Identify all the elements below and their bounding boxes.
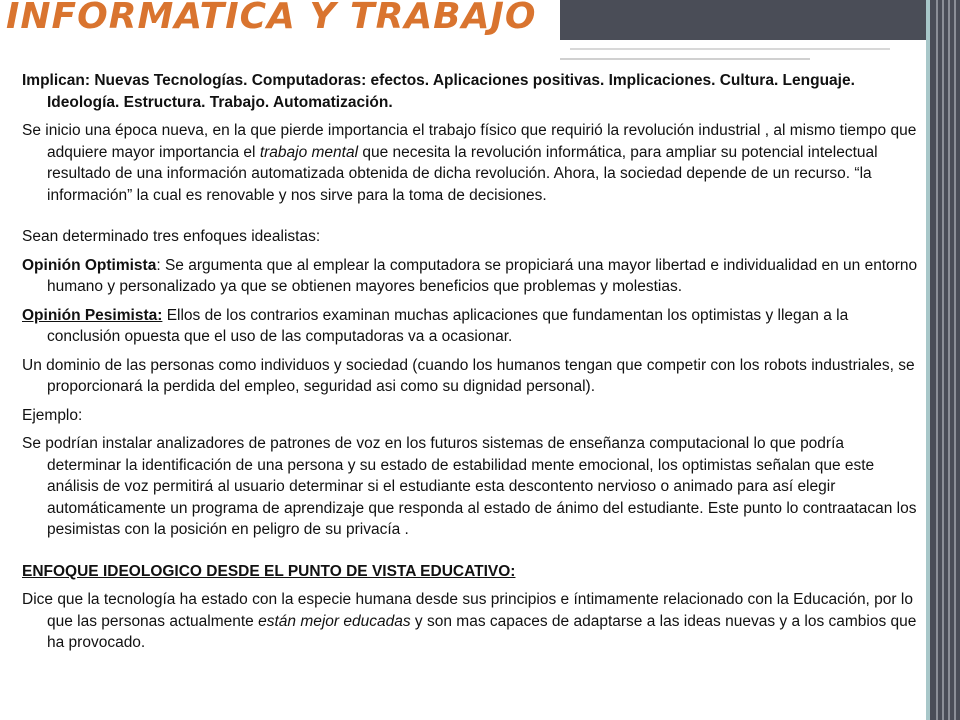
topics-paragraph: Implican: Nuevas Tecnologías. Computadoras: efectos. Aplicaciones positivas. Implicaciones. Cultura. Lenguaje. Ideología. Estructura. Trabajo. Automatización. — [22, 72, 855, 111]
pessimist-heading: Opinión Pesimista: — [22, 306, 163, 324]
emphasis: están mejor educadas — [258, 612, 411, 630]
example-label: Ejemplo: — [22, 406, 83, 424]
example-paragraph: Se podrían instalar analizadores de patrones de voz en los futuros sistemas de enseñanza computacional lo que podría determinar la identificación de una persona y su estado de estabilidad mente emocional, los optimistas señalan que este análisis de voz permitirá al usuario determinar si el estudiante esta descontento nervioso o animado para así elegir automáticamente un programa de aprendizaje que responda al estado de ánimo del estudiante. Este punto lo contraatacan los pesimistas con la posición en peligro de su privacía . — [22, 435, 917, 538]
domination-paragraph: Un dominio de las personas como individuos y sociedad (cuando los humanos tengan que competir con los robots industriales, se proporcionará la perdida del empleo, seguridad asi como su dignidad personal). — [22, 356, 915, 395]
header-rule — [560, 58, 810, 60]
optimist-heading: Opinión Optimista — [22, 256, 157, 274]
approaches-paragraph: Sean determinado tres enfoques idealistas: — [22, 228, 321, 245]
optimist-paragraph: Opinión Optimista: Se argumenta que al emplear la computadora se propiciará una mayor libertad e individualidad en un entorno humano y personalizado ya que se obtienen mayores beneficios que problemas y molestias. — [22, 256, 918, 295]
emphasis: trabajo mental — [259, 143, 359, 161]
header-rule — [570, 48, 890, 50]
side-stripes — [930, 0, 960, 720]
ideological-paragraph: Dice que la tecnología ha estado con la especie humana desde sus principios e íntimamente relacionado con la Educación, por lo que las personas actualmente están mejor educadas y son mas capaces de adaptarse a las ideas nuevas y a los cambios que ha provocado. — [22, 591, 917, 651]
ideological-heading: ENFOQUE IDEOLOGICO DESDE EL PUNTO DE VISTA EDUCATIVO: — [22, 562, 516, 580]
intro-paragraph: Se inicio una época nueva, en la que pierde importancia el trabajo físico que requirió la revolución industrial , al mismo tiempo que adquiere mayor importancia el trabajo mental que necesita la revolución informática, para ampliar su potencial intelectual resultado de una información automatizada obtenida de dicha revolución. Ahora, la sociedad depende de un recurso. “la información” la cual es renovable y nos sirve para la toma de decisiones. — [22, 122, 917, 204]
slide-body — [22, 70, 922, 661]
header-dark-bar — [560, 0, 960, 40]
slide-title: INFORMATICA Y TRABAJO — [6, 0, 537, 37]
pessimist-paragraph: Opinión Pesimista: Ellos de los contrarios examinan muchas aplicaciones que fundamentan los optimistas y llegan a la conclusión opuesta que el uso de las computadoras va a ocasionar. — [22, 306, 849, 345]
